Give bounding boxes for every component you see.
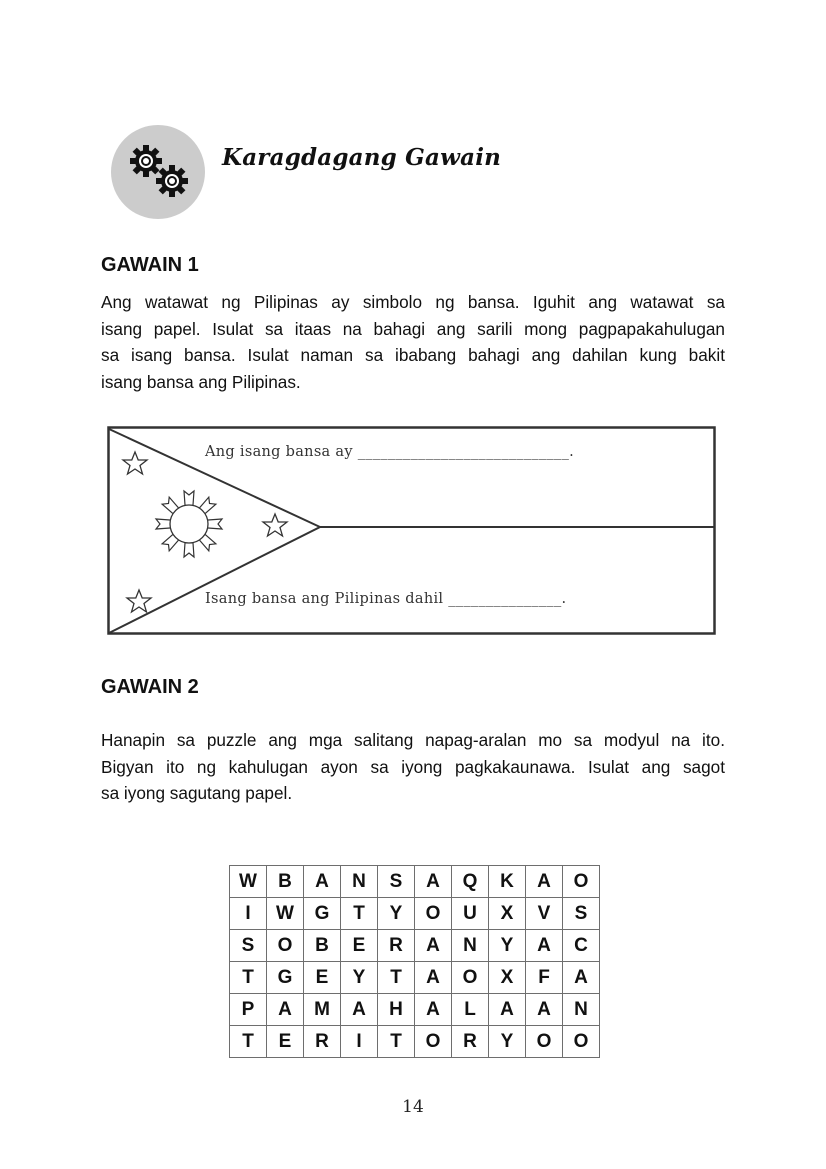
puzzle-cell: R (304, 1026, 341, 1058)
gears-badge (111, 125, 205, 219)
puzzle-cell: O (415, 898, 452, 930)
puzzle-cell: O (415, 1026, 452, 1058)
instruction-line: Hanapin sa puzzle ang mga salitang napag-aralan mo sa modyul na ito. (101, 730, 725, 750)
puzzle-cell: O (563, 866, 600, 898)
puzzle-cell: X (489, 962, 526, 994)
puzzle-cell: V (526, 898, 563, 930)
gawain-2-instructions (101, 727, 725, 807)
puzzle-cell: E (267, 1026, 304, 1058)
puzzle-cell: A (341, 994, 378, 1026)
puzzle-cell: T (341, 898, 378, 930)
puzzle-cell: A (563, 962, 600, 994)
puzzle-cell: F (526, 962, 563, 994)
puzzle-cell: B (304, 930, 341, 962)
puzzle-cell: W (267, 898, 304, 930)
star-icon (123, 452, 147, 474)
puzzle-cell: M (304, 994, 341, 1026)
instruction-line: Ang watawat ng Pilipinas ay simbolo ng bansa. Iguhit ang watawat sa (101, 292, 725, 312)
puzzle-cell: I (230, 898, 267, 930)
puzzle-cell: Y (489, 930, 526, 962)
puzzle-cell: G (304, 898, 341, 930)
puzzle-cell: U (452, 898, 489, 930)
puzzle-cell: E (304, 962, 341, 994)
puzzle-cell: T (230, 1026, 267, 1058)
puzzle-cell: A (415, 930, 452, 962)
puzzle-row (230, 962, 600, 994)
puzzle-cell: Y (489, 1026, 526, 1058)
puzzle-cell: A (415, 962, 452, 994)
puzzle-cell: A (267, 994, 304, 1026)
puzzle-cell: T (230, 962, 267, 994)
section-title: Karagdagang Gawain (222, 144, 502, 171)
instruction-line: isang papel. Isulat sa itaas na bahagi ang sarili mong pagpapakahulugan (101, 318, 725, 339)
instruction-line: Bigyan ito ng kahulugan ayon sa iyong pagkakaunawa. Isulat ang sagot (101, 756, 725, 777)
puzzle-cell: W (230, 866, 267, 898)
puzzle-cell: N (452, 930, 489, 962)
puzzle-cell: I (341, 1026, 378, 1058)
puzzle-row (230, 994, 600, 1026)
puzzle-cell: N (341, 866, 378, 898)
puzzle-cell: A (415, 994, 452, 1026)
puzzle-row (230, 866, 600, 898)
puzzle-cell: C (563, 930, 600, 962)
puzzle-cell: P (230, 994, 267, 1026)
puzzle-cell: Y (341, 962, 378, 994)
puzzle-row (230, 898, 600, 930)
puzzle-cell: A (489, 994, 526, 1026)
puzzle-cell: O (452, 962, 489, 994)
puzzle-cell: O (526, 1026, 563, 1058)
puzzle-cell: N (563, 994, 600, 1026)
puzzle-row (230, 930, 600, 962)
puzzle-cell: G (267, 962, 304, 994)
puzzle-cell: T (378, 962, 415, 994)
puzzle-cell: R (452, 1026, 489, 1058)
flag-bottom-prompt: Isang bansa ang Pilipinas dahil _______________. (205, 591, 567, 607)
puzzle-cell: R (378, 930, 415, 962)
puzzle-cell: A (526, 866, 563, 898)
gawain-2-heading: GAWAIN 2 (101, 676, 199, 698)
puzzle-cell: O (563, 1026, 600, 1058)
star-icon (127, 590, 151, 612)
gawain-1-instructions (101, 289, 725, 396)
puzzle-cell: Y (378, 898, 415, 930)
instruction-line: sa isang bansa. Isulat naman sa ibabang bahagi ang dahilan kung bakit (101, 345, 725, 366)
puzzle-cell: O (267, 930, 304, 962)
instruction-line: isang bansa ang Pilipinas. (101, 372, 301, 393)
instruction-line: sa iyong sagutang papel. (101, 783, 293, 804)
gawain-1-heading: GAWAIN 1 (101, 254, 199, 276)
word-search-puzzle (229, 865, 600, 1058)
puzzle-cell: S (378, 866, 415, 898)
puzzle-cell: E (341, 930, 378, 962)
sun-icon (156, 491, 222, 557)
puzzle-row (230, 1026, 600, 1058)
page-number: 14 (402, 1097, 424, 1117)
puzzle-cell: H (378, 994, 415, 1026)
flag-top-prompt: Ang isang bansa ay ____________________________. (205, 444, 575, 460)
puzzle-cell: S (563, 898, 600, 930)
puzzle-cell: K (489, 866, 526, 898)
gears-icon (111, 125, 205, 219)
puzzle-cell: Q (452, 866, 489, 898)
puzzle-cell: B (267, 866, 304, 898)
puzzle-cell: L (452, 994, 489, 1026)
puzzle-cell: A (415, 866, 452, 898)
puzzle-cell: A (526, 930, 563, 962)
star-icon (263, 514, 287, 536)
puzzle-cell: X (489, 898, 526, 930)
puzzle-cell: T (378, 1026, 415, 1058)
puzzle-cell: S (230, 930, 267, 962)
puzzle-cell: A (304, 866, 341, 898)
puzzle-cell: A (526, 994, 563, 1026)
